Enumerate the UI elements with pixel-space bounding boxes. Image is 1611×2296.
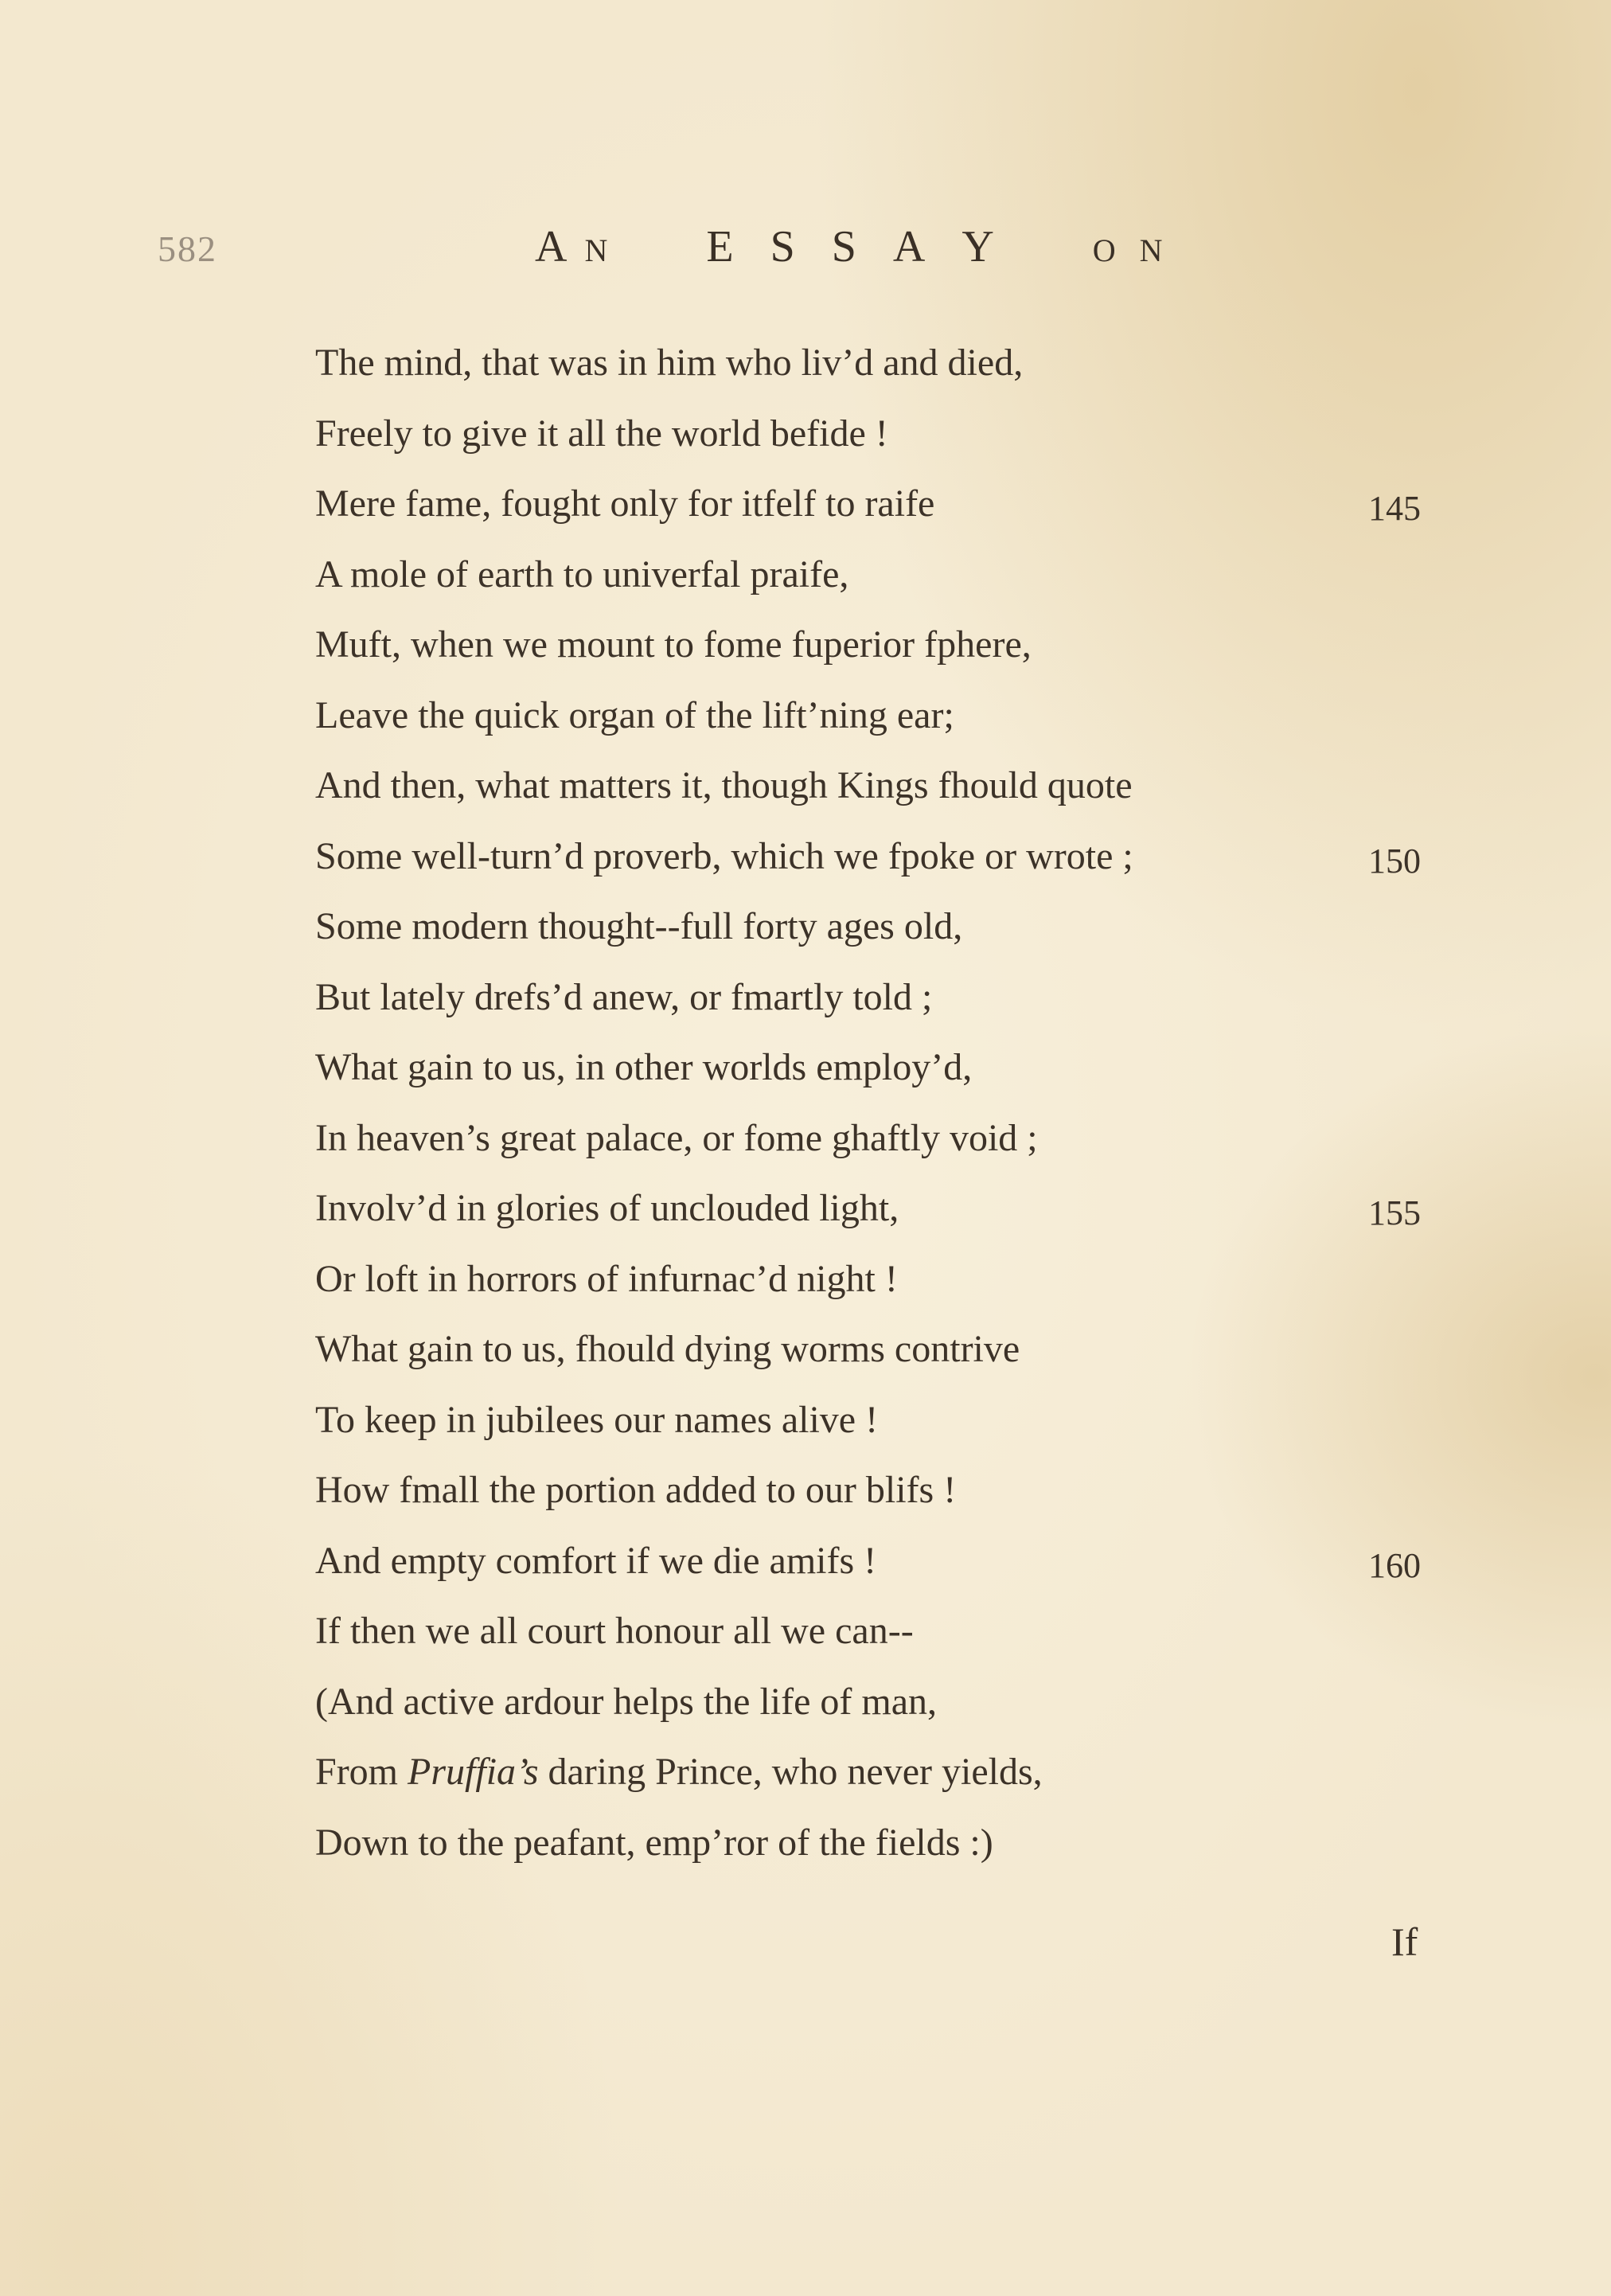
page-number: 582 <box>158 228 217 269</box>
poem-line <box>315 1596 1430 1667</box>
line-number: 160 <box>1368 1545 1421 1585</box>
running-head-word-on: O N <box>1092 232 1163 268</box>
poem-line <box>315 1244 1430 1315</box>
poem-line <box>315 1526 1430 1597</box>
line-text: But lately drefs’d anew, or fmartly told ; <box>315 975 933 1018</box>
line-number: 155 <box>1368 1193 1421 1232</box>
line-text: Involv’d in glories of unclouded light, <box>315 1187 899 1229</box>
line-text: To keep in jubilees our names alive ! <box>315 1398 879 1441</box>
line-text: Muft, when we mount to fome fuperior fphere, <box>315 623 1032 666</box>
line-text: (And active ardour helps the life of man, <box>315 1680 938 1723</box>
poem-line <box>315 681 1430 752</box>
line-text: The mind, that was in him who liv’d and died, <box>315 342 1024 384</box>
line-text: Mere fame, fought only for itfelf to raife <box>315 482 935 525</box>
poem-line <box>315 328 1430 399</box>
line-text: Some well-turn’d proverb, which we fpoke or wrote ; <box>315 834 1133 877</box>
running-head-word-essay: E S S A Y <box>706 222 994 271</box>
poem-line <box>315 751 1430 822</box>
poem-line <box>315 1737 1430 1808</box>
running-head-word-an: A N <box>535 222 608 271</box>
line-text: How fmall the portion added to our blifs ! <box>315 1469 957 1511</box>
line-text: Leave the quick organ of the lift’ning ear; <box>315 693 954 736</box>
poem-line <box>315 399 1430 470</box>
poem-line <box>315 822 1430 892</box>
poem-line <box>315 1667 1430 1738</box>
line-text: A mole of earth to univerfal praife, <box>315 553 849 595</box>
poem-line <box>315 1103 1430 1174</box>
poem-line <box>315 1385 1430 1456</box>
poem-line <box>315 1808 1430 1879</box>
line-text: What gain to us, in other worlds employ’d, <box>315 1046 973 1088</box>
line-text: Freely to give it all the world befide ! <box>315 412 888 455</box>
poem-line <box>315 1314 1430 1385</box>
italic-place-name: Pruffia’s <box>408 1751 539 1793</box>
poem-line <box>315 1455 1430 1526</box>
line-text: And then, what matters it, though Kings fhould quote <box>315 764 1133 806</box>
line-text: What gain to us, fhould dying worms contrive <box>315 1328 1020 1370</box>
poem-line <box>315 963 1430 1033</box>
poem-line <box>315 1173 1430 1244</box>
poem-line <box>315 610 1430 681</box>
catchword: If <box>1391 1919 1418 1964</box>
line-text: Or loft in horrors of infurnac’d night ! <box>315 1257 898 1300</box>
line-number: 150 <box>1368 841 1421 881</box>
line-text: In heaven’s great palace, or fome ghaftly void ; <box>315 1116 1038 1159</box>
line-number: 145 <box>1368 489 1421 528</box>
line-text: If then we all court honour all we can-- <box>315 1610 914 1652</box>
poem-line <box>315 1033 1430 1103</box>
line-text: Down to the peafant, emp’ror of the fields :) <box>315 1821 993 1864</box>
line-text: Some modern thought--full forty ages old, <box>315 905 963 947</box>
poem-line <box>315 892 1430 963</box>
line-text: From Pruffia’s daring Prince, who never yields, <box>315 1751 1043 1793</box>
poem-line <box>315 540 1430 611</box>
running-head <box>535 221 1163 272</box>
line-text: And empty comfort if we die amifs ! <box>315 1539 877 1582</box>
poem-text <box>315 328 1430 1878</box>
poem-line <box>315 469 1430 540</box>
